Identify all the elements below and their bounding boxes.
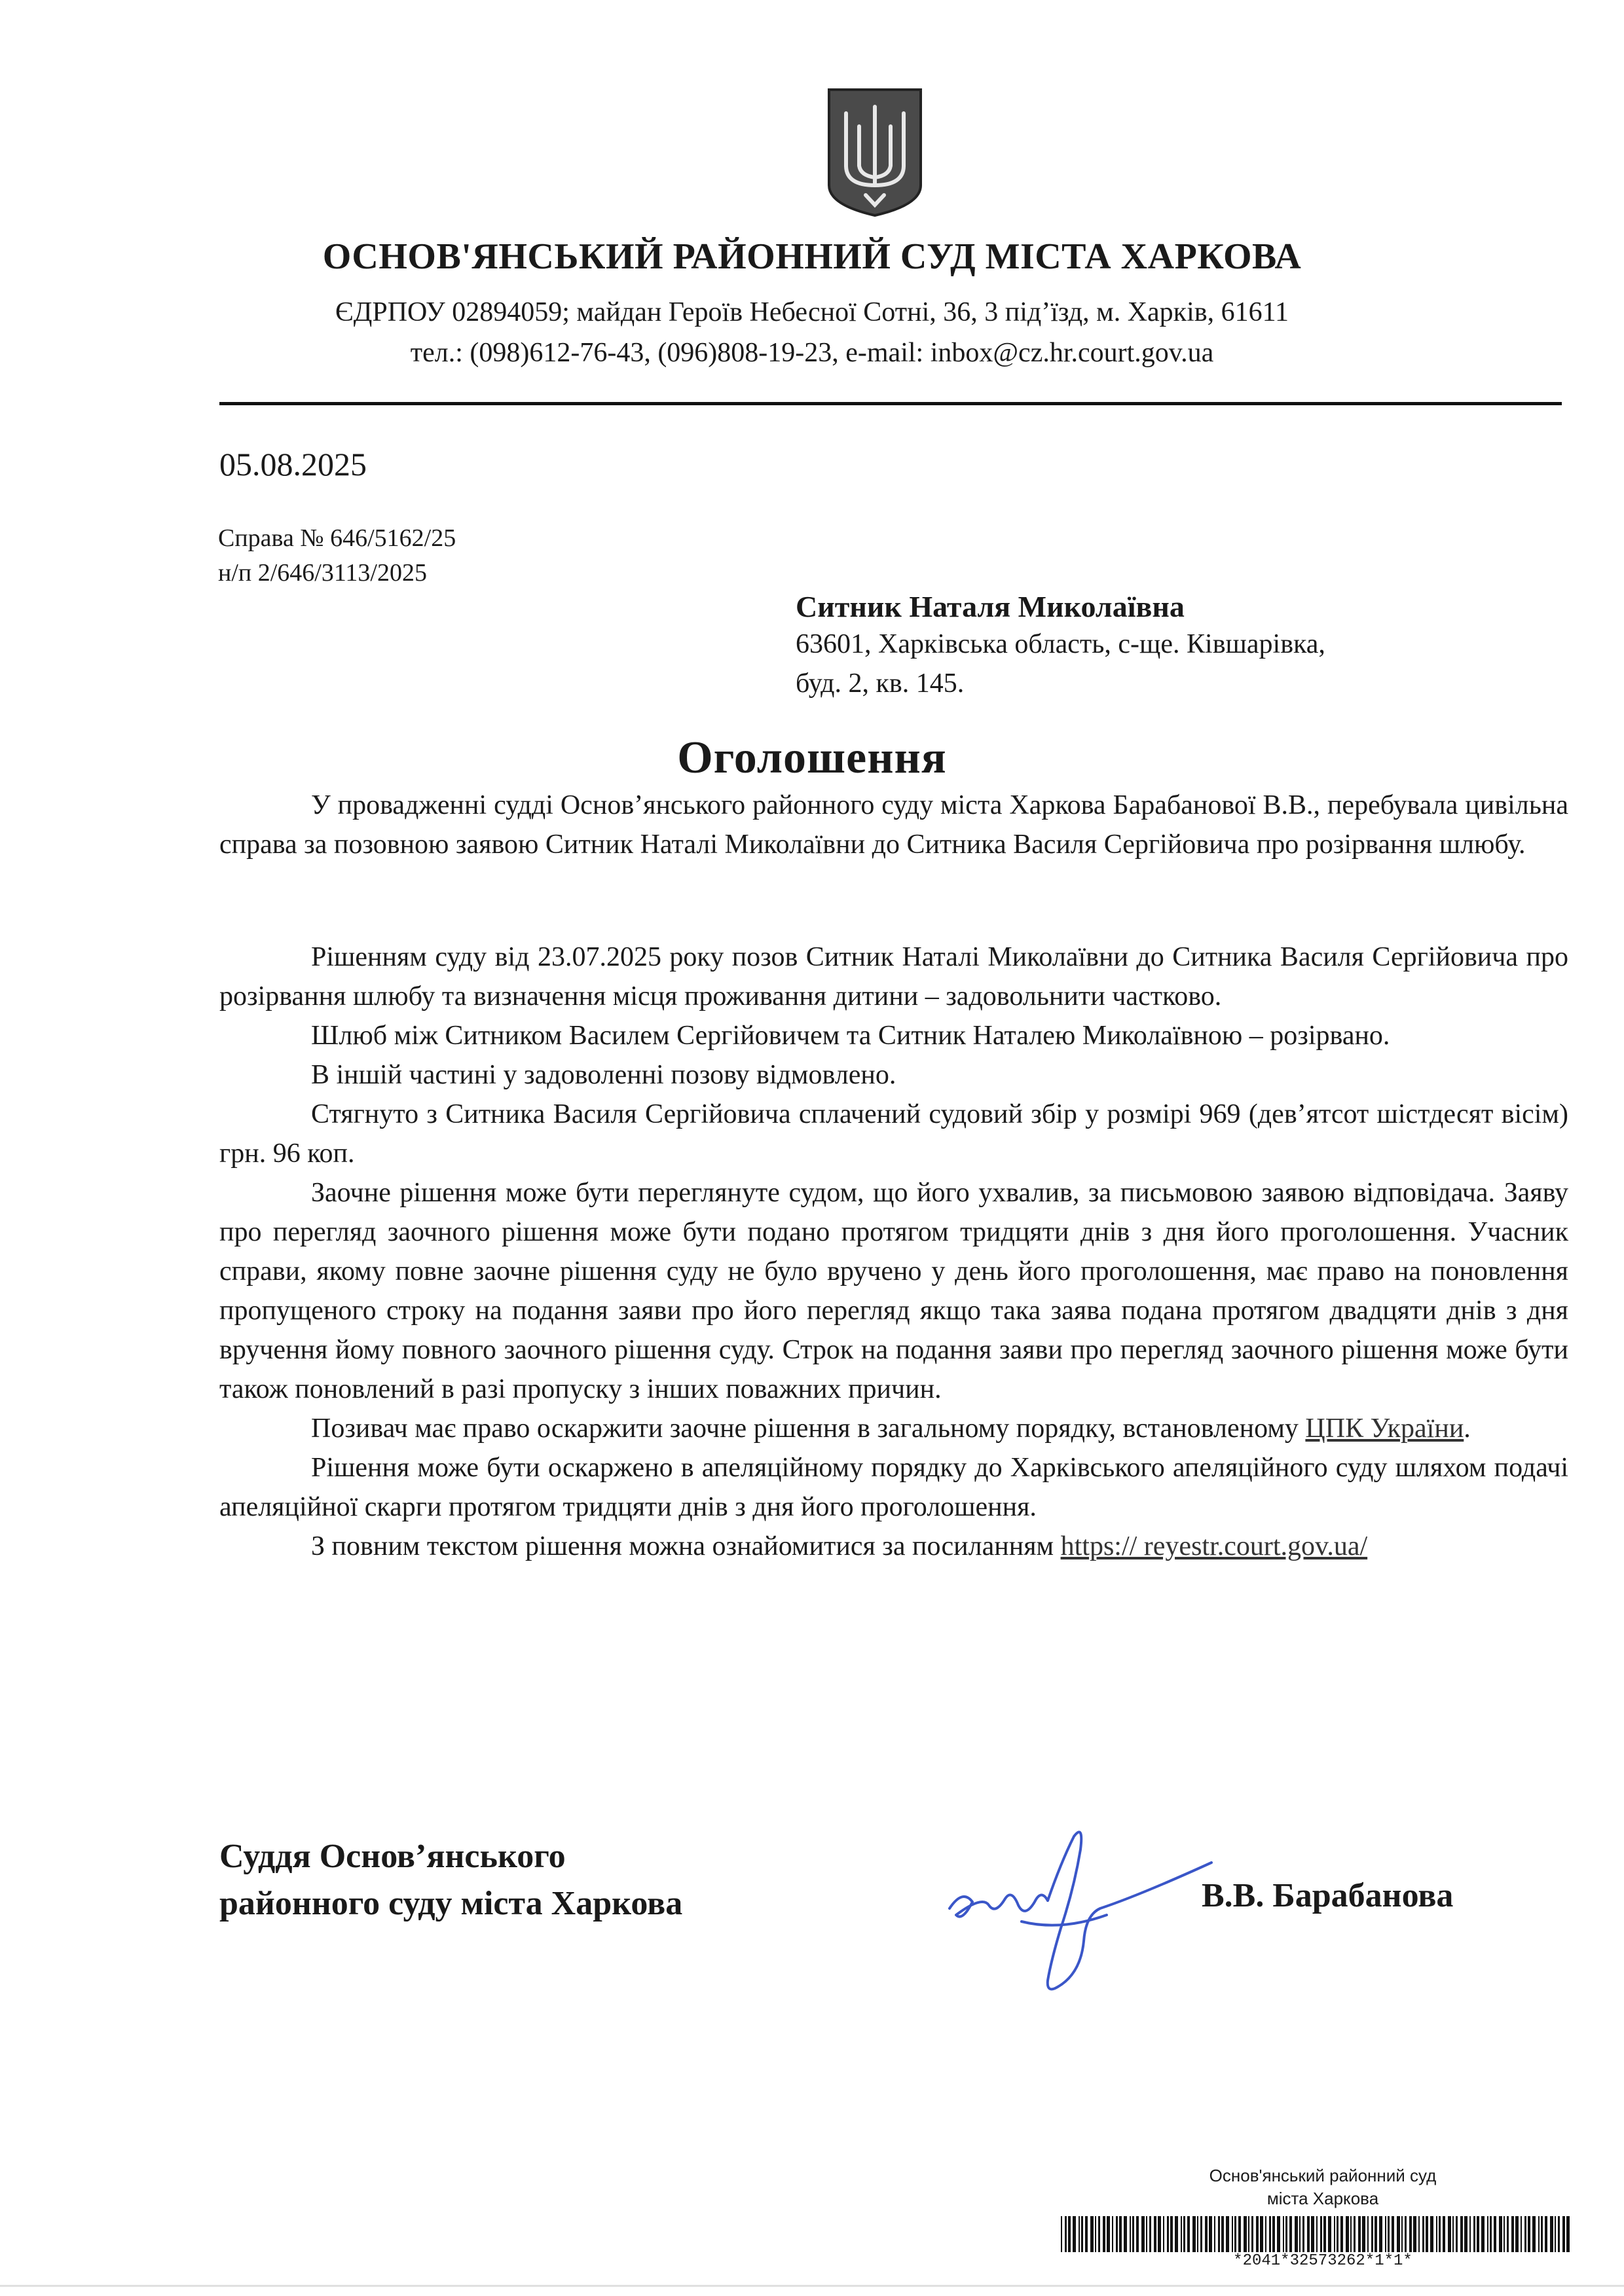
barcode-bar [1251, 2216, 1253, 2252]
barcode-bar [1528, 2216, 1530, 2252]
barcode-bar [1439, 2216, 1441, 2252]
barcode-bar [1405, 2216, 1407, 2252]
court-address: ЄДРПОУ 02894059; майдан Героїв Небесної Сотні, 36, 3 під’їзд, м. Харків, 61611 [335, 297, 1289, 327]
barcode-bar [1130, 2216, 1131, 2252]
barcode-bar [1334, 2216, 1335, 2252]
decision-paragraph: Рішенням суду від 23.07.2025 року позов Ситник Наталі Миколаївни до Ситника Василя Сергійовича про розірвання шлюбу та визначення місця проживання дитини – задовольнити частково. [219, 942, 1568, 1011]
barcode-bar [1170, 2216, 1173, 2252]
recipient-address-line2: буд. 2, кв. 145. [796, 668, 965, 699]
plaintiff-paragraph [219, 1409, 1568, 1448]
barcode-bar [1124, 2216, 1127, 2252]
barcode-bar [1371, 2216, 1373, 2252]
barcode-bar [1524, 2216, 1526, 2252]
barcode-bar [1555, 2216, 1556, 2252]
barcode-bar [1277, 2216, 1280, 2252]
fee-paragraph: Стягнуто з Ситника Василя Сергійовича сплачений судовий збір у розмірі 969 (дев’ятсот шістдесят вісім) грн. 96 коп. [219, 1099, 1568, 1169]
court-contacts: тел.: (098)612-76-43, (096)808-19-23, e-mail: inbox@cz.hr.court.gov.ua [410, 338, 1214, 368]
barcode-bar [1175, 2216, 1178, 2252]
review-paragraph: Заочне рішення може бути переглянуте судом, що його ухвалив, за письмовою заявою відповідача. Заяву про перегляд заочного рішення може бути подано протягом тридцяти днів з дня його проголошення. Учасник справи, якому повне заочне рішення суду не було вручено у день його проголошення, має право на поновлення пропущеного строку на подання заяви про його перегляд якщо така заява подана протягом двадцяти днів з дня вручення йому повного заочного рішення суду. Строк на подання заяви про перегляд заочного рішення може бути також поновлений в разі пропуску з інших поважних причин. [219, 1178, 1568, 1404]
barcode-bar [1265, 2216, 1266, 2252]
barcode-bar [1146, 2216, 1147, 2252]
barcode-bar [1158, 2216, 1161, 2252]
plaintiff-text: Позивач має право оскаржити заочне рішення в загальному порядку, встановленому [311, 1413, 1306, 1444]
barcode-bar [1248, 2216, 1249, 2252]
plaintiff-suffix: . [1464, 1413, 1471, 1444]
rest-paragraph: В іншій частині у задоволенні позову відмовлено. [311, 1060, 896, 1090]
proceeding-number: н/п 2/646/3113/2025 [218, 559, 427, 587]
case-number: Справа № 646/5162/25 [218, 524, 456, 552]
barcode-bar [1197, 2216, 1198, 2252]
barcode-bar [1192, 2216, 1196, 2252]
barcode-bar [1477, 2216, 1479, 2252]
barcode-bar [1515, 2216, 1519, 2252]
barcode-bar [1487, 2216, 1488, 2252]
barcode-bar [1285, 2216, 1287, 2252]
announcement-title: Оголошення [677, 733, 947, 783]
barcode-bar [1272, 2216, 1275, 2252]
barcode-bar [1379, 2216, 1382, 2252]
announcement-body-intro [219, 786, 1568, 864]
barcode-bar [1065, 2216, 1067, 2252]
barcode-bar [1367, 2216, 1369, 2252]
barcode-bar [1295, 2216, 1298, 2252]
barcode-bar [1316, 2216, 1318, 2252]
barcode-bar [1346, 2216, 1349, 2252]
barcode-bar [1141, 2216, 1145, 2252]
judge-name: В.В. Барабанова [1202, 1877, 1454, 1914]
barcode-bar [1260, 2216, 1263, 2252]
barcode-bar [1337, 2216, 1338, 2252]
barcode-bar [1187, 2216, 1190, 2252]
judge-position-line1: Суддя Основ’янського [219, 1838, 566, 1875]
barcode-bar [1532, 2216, 1536, 2252]
barcode-bar [1200, 2216, 1202, 2252]
barcode-bar [1448, 2216, 1451, 2252]
barcode-bar [1218, 2216, 1220, 2252]
barcode-bar [1103, 2216, 1105, 2252]
barcode-bar [1430, 2216, 1433, 2252]
barcode-bar [1098, 2216, 1100, 2252]
barcode-bar [1079, 2216, 1080, 2252]
barcode-bar [1452, 2216, 1454, 2252]
barcode-bar [1283, 2216, 1284, 2252]
barcode-bar [1473, 2216, 1475, 2252]
recipient-address-line1: 63601, Харківська область, с-ще. Ківшарівка, [796, 629, 1325, 659]
barcode-bar [1163, 2216, 1164, 2252]
recipient-name: Ситник Наталя Миколаївна [796, 590, 1185, 623]
bottom-edge [0, 2285, 1624, 2287]
barcode-bar [1073, 2216, 1076, 2252]
barcode-bar [1401, 2216, 1403, 2252]
barcode-bar [1499, 2216, 1502, 2252]
marriage-paragraph: Шлюб між Ситником Василем Сергійовичем та Ситник Наталею Миколаївною – розірвано. [311, 1021, 1390, 1051]
barcode-bar [1541, 2216, 1543, 2252]
barcode-bar [1116, 2216, 1118, 2252]
barcode-bar [1385, 2216, 1386, 2252]
barcode-bar [1426, 2216, 1428, 2252]
barcode-bar [1214, 2216, 1215, 2252]
barcode-bar [1388, 2216, 1390, 2252]
registry-link[interactable]: https:// reyestr.court.gov.ua/ [1060, 1531, 1368, 1561]
barcode-bar [1422, 2216, 1424, 2252]
barcode-bar [1183, 2216, 1185, 2252]
barcode-bar [1256, 2216, 1259, 2252]
document-date: 05.08.2025 [219, 446, 367, 483]
barcode-bar [1181, 2216, 1182, 2252]
barcode-bar [1068, 2216, 1071, 2252]
header-divider [219, 402, 1562, 405]
barcode-bar [1507, 2216, 1509, 2252]
barcode-bar [1354, 2216, 1356, 2252]
barcode-bar [1469, 2216, 1471, 2252]
barcode-bar [1232, 2216, 1233, 2252]
barcode-bar [1562, 2216, 1565, 2252]
barcode-bar [1095, 2216, 1096, 2252]
barcode-bar [1494, 2216, 1496, 2252]
barcode-bar [1302, 2216, 1304, 2252]
barcode-bar [1358, 2216, 1361, 2252]
barcode-bar [1307, 2216, 1310, 2252]
barcode-bar [1221, 2216, 1224, 2252]
barcode-bar [1464, 2216, 1467, 2252]
barcode-bar [1244, 2216, 1247, 2252]
barcode-bar [1323, 2216, 1326, 2252]
barcode-bar [1320, 2216, 1322, 2252]
barcode-bar [1226, 2216, 1229, 2252]
barcode-bar [1136, 2216, 1139, 2252]
barcode-bar [1443, 2216, 1445, 2252]
barcode-bar [1085, 2216, 1088, 2252]
barcode-bar [1289, 2216, 1292, 2252]
barcode-bar [1511, 2216, 1514, 2252]
barcode-bar [1481, 2216, 1485, 2252]
judge-position-line2: районного суду міста Харкова [219, 1885, 683, 1922]
cpk-link[interactable]: ЦПК України [1305, 1413, 1464, 1444]
barcode-bar [1154, 2216, 1156, 2252]
appeal-paragraph: Рішення може бути оскаржено в апеляційному порядку до Харківського апеляційного суду шляхом подачі апеляційної скарги протягом тридцяти днів з дня його проголошення. [219, 1453, 1568, 1522]
barcode-bar [1490, 2216, 1492, 2252]
announcement-body [219, 938, 1568, 1566]
barcode-bar [1456, 2216, 1458, 2252]
barcode-bar [1269, 2216, 1271, 2252]
court-name: ОСНОВ'ЯНСЬКИЙ РАЙОННИЙ СУД МІСТА ХАРКОВА [322, 236, 1302, 277]
barcode-bar [1504, 2216, 1505, 2252]
barcode-bar [1234, 2216, 1236, 2252]
barcode-bar [1545, 2216, 1547, 2252]
fulltext-paragraph [219, 1527, 1568, 1566]
barcode-bar [1167, 2216, 1169, 2252]
barcode-bar [1558, 2216, 1560, 2252]
barcode-bar [1090, 2216, 1094, 2252]
stamp-court-line2: міста Харкова [1266, 2189, 1379, 2208]
barcode-bar [1119, 2216, 1122, 2252]
barcode-bar [1081, 2216, 1083, 2252]
barcode-bar [1340, 2216, 1343, 2252]
barcode-bar [1392, 2216, 1394, 2252]
barcode-bar [1521, 2216, 1522, 2252]
barcode-bar [1397, 2216, 1400, 2252]
barcode-bar [1460, 2216, 1463, 2252]
judge-position [219, 1833, 682, 1927]
barcode-bar [1550, 2216, 1553, 2252]
stamp-court-line1: Основ'янський районний суд [1209, 2166, 1437, 2185]
barcode-bar [1311, 2216, 1314, 2252]
barcode-bar [1538, 2216, 1540, 2252]
barcode-bar [1299, 2216, 1301, 2252]
barcode-bar [1238, 2216, 1241, 2252]
fulltext-text: З повним текстом рішення можна ознайомитися за посиланням [311, 1531, 1061, 1561]
barcode-bar [1375, 2216, 1377, 2252]
barcode-bar [1107, 2216, 1110, 2252]
barcode-bar [1362, 2216, 1365, 2252]
intro-paragraph: У провадженні судді Основ’янського районного суду міста Харкова Барабанової В.В., перебувала цивільна справа за позовною заявою Ситник Наталі Миколаївни до Ситника Василя Сергійовича про розірвання шлюбу. [219, 790, 1568, 860]
handwritten-signature [943, 1823, 1218, 1994]
barcode-bar [1061, 2216, 1062, 2252]
barcode [1061, 2216, 1572, 2252]
barcode-bar [1112, 2216, 1113, 2252]
barcode-bar [1209, 2216, 1212, 2252]
trident-emblem-icon [826, 87, 923, 218]
barcode-bar [1566, 2216, 1570, 2252]
barcode-bar [1418, 2216, 1420, 2252]
barcode-bar [1328, 2216, 1331, 2252]
barcode-bar [1409, 2216, 1412, 2252]
barcode-bar [1132, 2216, 1134, 2252]
barcode-bar [1436, 2216, 1437, 2252]
barcode-number: *2041*32573262*1*1* [1233, 2252, 1412, 2270]
barcode-bar [1149, 2216, 1151, 2252]
barcode-bar [1413, 2216, 1416, 2252]
barcode-bar [1350, 2216, 1352, 2252]
barcode-bar [1205, 2216, 1208, 2252]
